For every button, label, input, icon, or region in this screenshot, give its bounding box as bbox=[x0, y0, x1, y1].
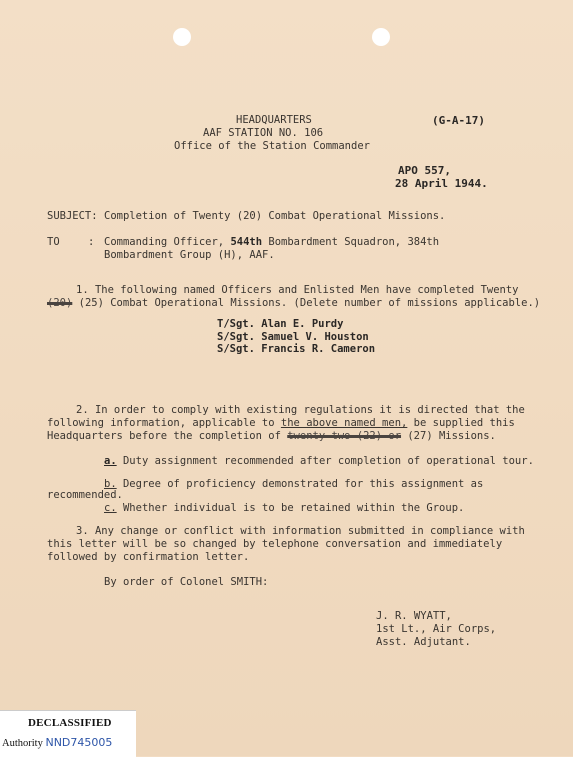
para3-line2: this letter will be so changed by telephone conversation and immediately bbox=[47, 538, 503, 550]
squadron-number: 544th bbox=[230, 236, 263, 248]
item-b-label: b. bbox=[104, 478, 117, 490]
to-colon: : bbox=[88, 236, 95, 248]
header-line1: HEADQUARTERS bbox=[236, 114, 312, 126]
name-item: S/Sgt. Samuel V. Houston bbox=[217, 330, 369, 343]
declassified-stamp bbox=[0, 710, 136, 757]
header-line2: AAF STATION NO. 106 bbox=[203, 127, 324, 139]
para1-struck-number: (20) bbox=[47, 297, 73, 309]
para2-line2-underlined: the above named men, bbox=[280, 417, 408, 429]
item-a-label: a. bbox=[104, 455, 117, 467]
subject-label: SUBJECT: bbox=[47, 210, 98, 222]
file-code: (G-A-17) bbox=[432, 114, 485, 127]
para2-line2-post: be supplied this bbox=[413, 417, 515, 429]
para2-line1: 2. In order to comply with existing regulations it is directed that the bbox=[76, 404, 525, 416]
item-c-label: c. bbox=[104, 502, 117, 514]
para2-line2-pre: following information, applicable to bbox=[47, 417, 275, 429]
item-a-text: Duty assignment recommended after completion of operational tour. bbox=[122, 455, 534, 467]
authority-label: Authority bbox=[2, 738, 43, 749]
to-line1 bbox=[104, 236, 439, 249]
order-line: By order of Colonel SMITH: bbox=[104, 576, 269, 588]
para2-line2 bbox=[47, 417, 515, 430]
declassified-authority bbox=[2, 736, 112, 749]
item-c-text: Whether individual is to be retained within the Group. bbox=[122, 502, 465, 514]
para1-line2 bbox=[47, 297, 540, 310]
item-a bbox=[104, 455, 534, 468]
apo-number: APO 557, bbox=[398, 164, 451, 177]
to-label: TO bbox=[47, 236, 60, 248]
punch-hole-right bbox=[372, 28, 390, 46]
para3-line1: 3. Any change or conflict with information submitted in compliance with bbox=[76, 525, 525, 537]
to-pre: Commanding Officer, bbox=[104, 236, 225, 248]
declassified-heading: DECLASSIFIED bbox=[28, 717, 112, 729]
item-b bbox=[104, 478, 483, 491]
item-c bbox=[104, 502, 464, 515]
names-list bbox=[217, 318, 375, 356]
name-item: T/Sgt. Alan E. Purdy bbox=[217, 318, 344, 330]
para2-line3 bbox=[47, 430, 496, 443]
item-b-text: Degree of proficiency demonstrated for this assignment as bbox=[122, 478, 484, 490]
punch-hole-left bbox=[173, 28, 191, 46]
para2-line3-struck: twenty-two (22) or bbox=[287, 430, 402, 442]
para1-line2-text: (25) Combat Operational Missions. (Delete number of missions applicable.) bbox=[78, 297, 541, 309]
signature-name: J. R. WYATT, bbox=[376, 610, 452, 622]
signature-rank: 1st Lt., Air Corps, bbox=[376, 623, 497, 635]
letter-date: 28 April 1944. bbox=[395, 177, 488, 190]
para2-line3-pre: Headquarters before the completion of bbox=[47, 430, 281, 442]
para3-line3: followed by confirmation letter. bbox=[47, 551, 250, 563]
subject-text: Completion of Twenty (20) Combat Operational Missions. bbox=[104, 210, 446, 222]
to-post: Bombardment Squadron, 384th bbox=[268, 236, 440, 248]
to-line2: Bombardment Group (H), AAF. bbox=[104, 249, 275, 261]
authority-value: NND745005 bbox=[45, 736, 113, 749]
para2-line3-post: (27) Missions. bbox=[407, 430, 496, 442]
item-b-text2: recommended. bbox=[47, 489, 123, 501]
name-item: S/Sgt. Francis R. Cameron bbox=[217, 343, 376, 355]
header-line3: Office of the Station Commander bbox=[174, 140, 370, 152]
signature-title: Asst. Adjutant. bbox=[376, 636, 471, 648]
para1-line1: 1. The following named Officers and Enlisted Men have completed Twenty bbox=[76, 284, 519, 296]
